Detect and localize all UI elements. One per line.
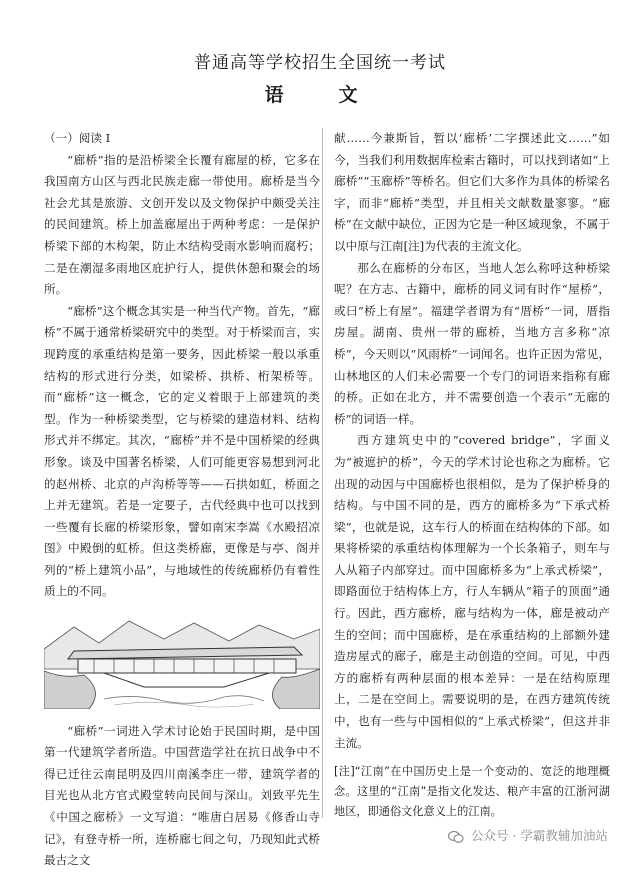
paragraph-5: 那么在廊桥的分布区，当地人怎么称呼这种桥梁呢？在方志、古籍中，廊桥的同义词有时作“屋桥”，或曰“桥上有屋”。福建学者谓为有“厝桥”一词，厝指房屋。湖南、贵州一带的廊桥，当地方言多称“凉桥”，今天则以“风雨桥”一词闻名。也许正因为常见，山林地区的人们未必需要一个专门的词语来指称有廊的桥。正如在北方，并不需要创造一个表示“无廊的桥”的词语一样。 xyxy=(334,260,610,426)
paragraph-2: “廊桥”这个概念其实是一种当代产物。首先，“廊桥”不属于通常桥梁研究中的类型。对于桥梁而言，实现跨度的承重结构是第一要务，因此桥梁一般以承重结构的形式进行分类，如梁桥、拱桥、桁架桥等。而“廊桥”这一概念，它的定义着眼于上部建筑的类型。作为一种桥梁类型，它与桥梁的建造材料、结构形式并不绑定。其次，“廊桥”并不是中国桥梁的经典形象。谈及中国著名桥梁，人们可能更容易想到河北的赵州桥、北京的卢沟桥等等——石拱如虹，桥面之上并无建筑。若是一定要子，古代经典中也可以找到一些覆有长廊的桥梁形象，譬如南宋李嵩《水殿招凉图》中殿倒的虹桥。但这类桥廊，更像是与亭、阁并列的“桥上建筑小品”，与地域性的传统廊桥仍有着性质上的不同。 xyxy=(44,303,320,599)
paragraph-6: 西方建筑史中的“covered bridge”，字面义为“被遮护的桥”，今天的学术讨论也称之为廊桥。它出现的动因与中国廊桥也很相似，是为了保护桥身的结构。与中国不同的是，西方的廊桥多为“下承式桥梁”，也就是说，这车行人的桥面在结构体的下部。如果将桥梁的承重结构体理解为一个长条箱子，则车与人从箱子内部穿过。而中国廊桥多为“上承式桥梁”，即路面位于结构体上方，行人车辆从“箱子的顶面”通行。因此，西方廊桥，廊与结构为一体，廊是被动产生的空间；而中国廊桥，是在承重结构的上部额外建造房屋式的廊子，廊是主动创造的空间。可见，中西方的廊桥有两种层面的根本差异：一是在结构原理上，二是在空间上。需要说明的是，在西方建筑传统中，也有一些与中国相似的“上承式桥梁”，但这并非主流。 xyxy=(334,433,610,750)
section-heading: （一）阅读 I xyxy=(44,131,111,145)
watermark-text: 公众号 · 学霸教辅加油站 xyxy=(470,828,608,843)
column-divider xyxy=(322,128,323,818)
subject-title: 语 文 xyxy=(264,84,376,106)
exam-title: 普通高等学校招生全国统一考试 xyxy=(194,53,446,73)
left-column xyxy=(44,128,320,872)
paragraph-4: 献……今兼斯旨，暂以‘廊桥’二字撰述此文……”如今，当我们利用数据库检索古籍时，可以找到诸如“上廊桥”“玉廊桥”等桥名。但它们大多作为具体的桥梁名字，而非“廊桥”类型，并且相关文献数量寥寥。“廊桥”在文献中缺位，正因为它是一种区域现象，不属于以中原与江南[注]为代表的主流文化。 xyxy=(334,131,610,253)
right-column xyxy=(334,128,610,822)
wechat-icon xyxy=(448,830,464,844)
footnote: [注]“江南”在中国历史上是一个变动的、宽泛的地理概念。这里的“江南”是指文化发达、粮产丰富的江浙河湖地区，即通俗文化意义上的江南。 xyxy=(334,765,610,819)
watermark xyxy=(448,826,608,844)
paragraph-3: “廊桥”一词进入学术讨论始于民国时期，是中国第一代建筑学者所造。中国营造学社在抗日战争中不得已迁往云南昆明及四川南溪李庄一带，建筑学者的目光也从北方官式殿堂转向民间与深山。刘致平先生《中国之廊桥》一文写道：“唯唐白居易《修香山寺记》，有登寺桥一所，连桥廊七间之句，乃现知此式桥最古之文 xyxy=(44,723,320,868)
covered-bridge-illustration xyxy=(44,609,320,709)
paragraph-1: “廊桥”指的是沿桥梁全长覆有廊屋的桥，它多在我国南方山区与西北民族走廊一带使用。廊桥是当今社会尤其是旅游、文创开发以及文物保护中颇受关注的民间建筑。桥上加盖廊屋出于两种考虑：一是保护桥梁下部的木构架，防止木结构受雨水影响而腐朽；二是在潮湿多雨地区庇护行人，提供休憩和聚会的场所。 xyxy=(44,152,320,297)
